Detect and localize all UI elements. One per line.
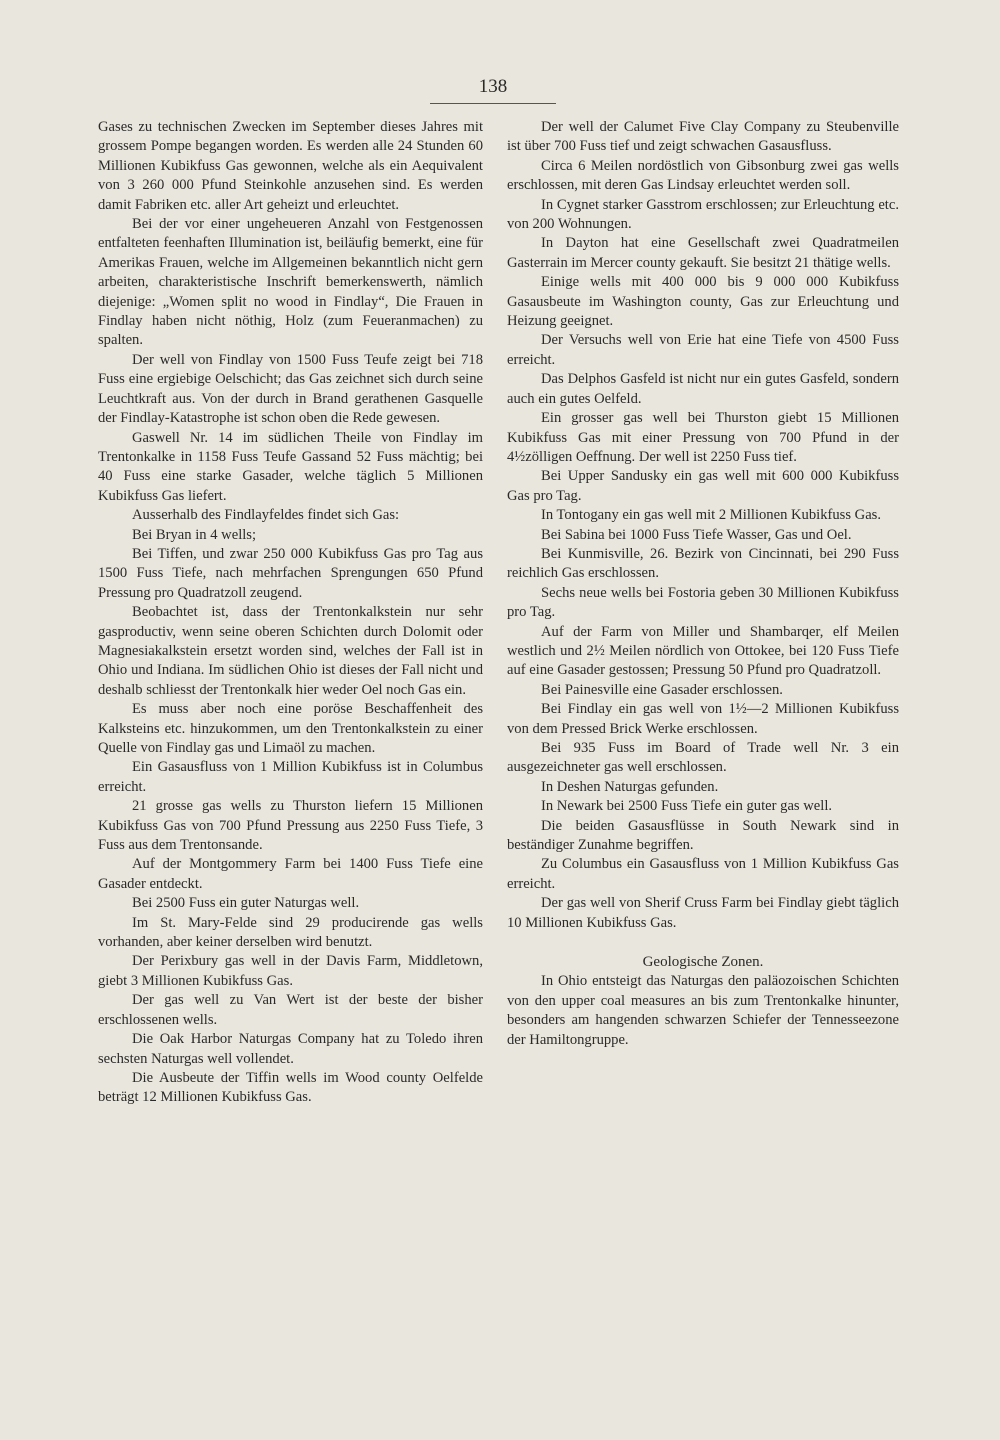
paragraph: In Tontogany ein gas well mit 2 Millionen Kubikfuss Gas. [541, 507, 882, 524]
paragraph: Sechs neue wells bei Fostoria geben 30 Millionen Kubikfuss pro Tag. [507, 584, 899, 621]
paragraph: Bei 2500 Fuss ein guter Naturgas well. [132, 895, 360, 912]
paragraph: In Cygnet starker Gasstrom erschlossen; zur Erleuchtung etc. von 200 Wohnungen. [507, 196, 899, 233]
paragraph: Auf der Montgommery Farm bei 1400 Fuss Tiefe eine Gasader entdeckt. [98, 856, 483, 892]
paragraph: Gaswell Nr. 14 im südlichen Theile von Findlay im Trentonkalke in 1158 Fuss Teufe Gassand 52 Fuss mächtig; bei 40 Fuss eine starke Gasader, welche täglich 5 Millionen Kubikfuss Gas liefert. [98, 429, 483, 504]
left-column [98, 118, 483, 1108]
paragraph: Beobachtet ist, dass der Trentonkalkstein nur sehr gasproductiv, wenn seine oberen Schichten durch Dolomit oder Magnesiakalkstein ersetzt worden sind, welches der Fall ist in Ohio und Indiana. Im südlichen Ohio ist dieses der Fall nicht und deshalb schliesst der Trentonkalk hier weder Oel noch Gas ein. [98, 604, 483, 698]
paragraph: Der well der Calumet Five Clay Company zu Steubenville ist über 700 Fuss tief und zeigt schwachen Gasausfluss. [507, 119, 899, 155]
section-paragraph: In Ohio entsteigt das Naturgas den paläozoischen Schichten von den upper coal measures an bis zum Trentonkalke hinunter, besonders am hangenden schwarzen Schiefer der Tennesseezone der Hamiltongruppe. [507, 973, 899, 1048]
section-heading: Geologische Zonen. [642, 954, 764, 971]
paragraph: Bei Sabina bei 1000 Fuss Tiefe Wasser, Gas und Oel. [541, 526, 852, 543]
paragraph: In Dayton hat eine Gesellschaft zwei Quadratmeilen Gasterrain im Mercer county gekauft. Sie besitzt 21 thätige wells. [507, 235, 899, 271]
paragraph: Ein grosser gas well bei Thurston giebt 15 Millionen Kubikfuss Gas mit einer Pressung von 700 Pfund in der 4½zölligen Oeffnung. Der well ist 2250 Fuss tief. [507, 410, 899, 465]
paragraph: Zu Columbus ein Gasausfluss von 1 Million Kubikfuss Gas erreicht. [507, 856, 899, 892]
paragraph: Der well von Findlay von 1500 Fuss Teufe zeigt bei 718 Fuss eine ergiebige Oelschicht; das Gas zeichnet sich durch seine Leuchtkraft aus. Von der durch in Brand gerathenen Gasquelle der Findlay-Katastrophe ist schon oben die Rede gewesen. [98, 351, 483, 427]
header-rule [430, 103, 556, 104]
paragraph: Ausserhalb des Findlayfeldes findet sich Gas: [132, 507, 400, 524]
paragraph: Auf der Farm von Miller und Shambarqer, elf Meilen westlich und 2½ Meilen nördlich von Ottokee, bei 120 Fuss Tiefe auf eine Gasader gestossen; Pressung 50 Pfund pro Quadratzoll. [507, 623, 899, 679]
paragraph: Das Delphos Gasfeld ist nicht nur ein gutes Gasfeld, sondern auch ein gutes Oelfeld. [507, 371, 899, 407]
paragraph: In Deshen Naturgas gefunden. [541, 778, 719, 795]
page-number: 138 [478, 76, 508, 97]
paragraph: Die beiden Gasausflüsse in South Newark sind in beständiger Zunahme begriffen. [507, 817, 899, 854]
paragraph: Circa 6 Meilen nordöstlich von Gibsonburg zwei gas wells erschlossen, mit deren Gas Lindsay erleuchtet werden soll. [507, 157, 899, 194]
paragraph: Bei Kunmisville, 26. Bezirk von Cincinnati, bei 290 Fuss reichlich Gas erschlossen. [507, 545, 899, 582]
paragraph: Bei 935 Fuss im Board of Trade well Nr. 3 ein ausgezeichneter gas well erschlossen. [507, 740, 899, 776]
paragraph: Im St. Mary-Felde sind 29 producirende gas wells vorhanden, aber keiner derselben wird benutzt. [98, 914, 483, 951]
paragraph: 21 grosse gas wells zu Thurston liefern 15 Millionen Kubikfuss Gas von 700 Pfund Pressung aus 2250 Fuss Tiefe, 3 Fuss aus dem Trentonsande. [98, 798, 483, 854]
paragraph: Einige wells mit 400 000 bis 9 000 000 Kubikfuss Gasausbeute im Washington county, Gas zur Erleuchtung und Heizung geeignet. [507, 274, 899, 330]
paragraph: Bei Findlay ein gas well von 1½—2 Millionen Kubikfuss von dem Pressed Brick Werke erschlossen. [507, 701, 899, 737]
paragraph: Die Oak Harbor Naturgas Company hat zu Toledo ihren sechsten Naturgas well vollendet. [98, 1031, 483, 1067]
paragraph: Der Versuchs well von Erie hat eine Tiefe von 4500 Fuss erreicht. [507, 332, 899, 368]
paragraph: Der gas well zu Van Wert ist der beste der bisher erschlossenen wells. [98, 992, 483, 1028]
paragraph: Gases zu technischen Zwecken im September dieses Jahres mit grossem Pompe begangen worden. Es werden alle 24 Stunden 60 Millionen Kubikfuss Gas gewonnen, welche als ein Aequivalent von 3 260 000 Pfund Steinkohle anzusehen sind. Es werden damit Fabriken etc. aller Art geheizt und erleuchtet. [98, 119, 483, 213]
paragraph: Bei der vor einer ungeheueren Anzahl von Festgenossen entfalteten feenhaften Illumination ist, beiläufig bemerkt, eine für Amerikas Frauen, welche im Allgemeinen bekanntlich nicht gern arbeiten, charakteristische Inschrift bemerkenswerth, nämlich diejenige: „Women split no wood in Findlay“, Die Frauen in Findlay haben nicht nöthig, Holz (zum Feueranmachen) zu spalten. [98, 216, 483, 349]
paragraph: Es muss aber noch eine poröse Beschaffenheit des Kalksteins etc. hinzukommen, um den Trentonkalkstein zu einer Quelle von Findlay gas und Limaöl zu machen. [98, 701, 483, 756]
paragraph: Bei Painesville eine Gasader erschlossen. [541, 681, 783, 698]
paragraph: Der Perixbury gas well in der Davis Farm, Middletown, giebt 3 Millionen Kubikfuss Gas. [98, 953, 483, 989]
paragraph: Bei Upper Sandusky ein gas well mit 600 000 Kubikfuss Gas pro Tag. [507, 468, 899, 504]
paragraph: Ein Gasausfluss von 1 Million Kubikfuss ist in Columbus erreicht. [98, 759, 483, 795]
paragraph: Bei Bryan in 4 wells; [132, 526, 257, 543]
right-column [507, 118, 899, 1050]
paragraph: Bei Tiffen, und zwar 250 000 Kubikfuss Gas pro Tag aus 1500 Fuss Tiefe, nach mehrfachen Sprengungen 650 Pfund Pressung pro Quadratzoll zeugend. [98, 545, 483, 601]
paragraph: In Newark bei 2500 Fuss Tiefe ein guter gas well. [541, 798, 833, 815]
paragraph: Die Ausbeute der Tiffin wells im Wood county Oelfelde beträgt 12 Millionen Kubikfuss Gas. [98, 1069, 483, 1106]
paragraph: Der gas well von Sherif Cruss Farm bei Findlay giebt täglich 10 Millionen Kubikfuss Gas. [507, 895, 899, 931]
